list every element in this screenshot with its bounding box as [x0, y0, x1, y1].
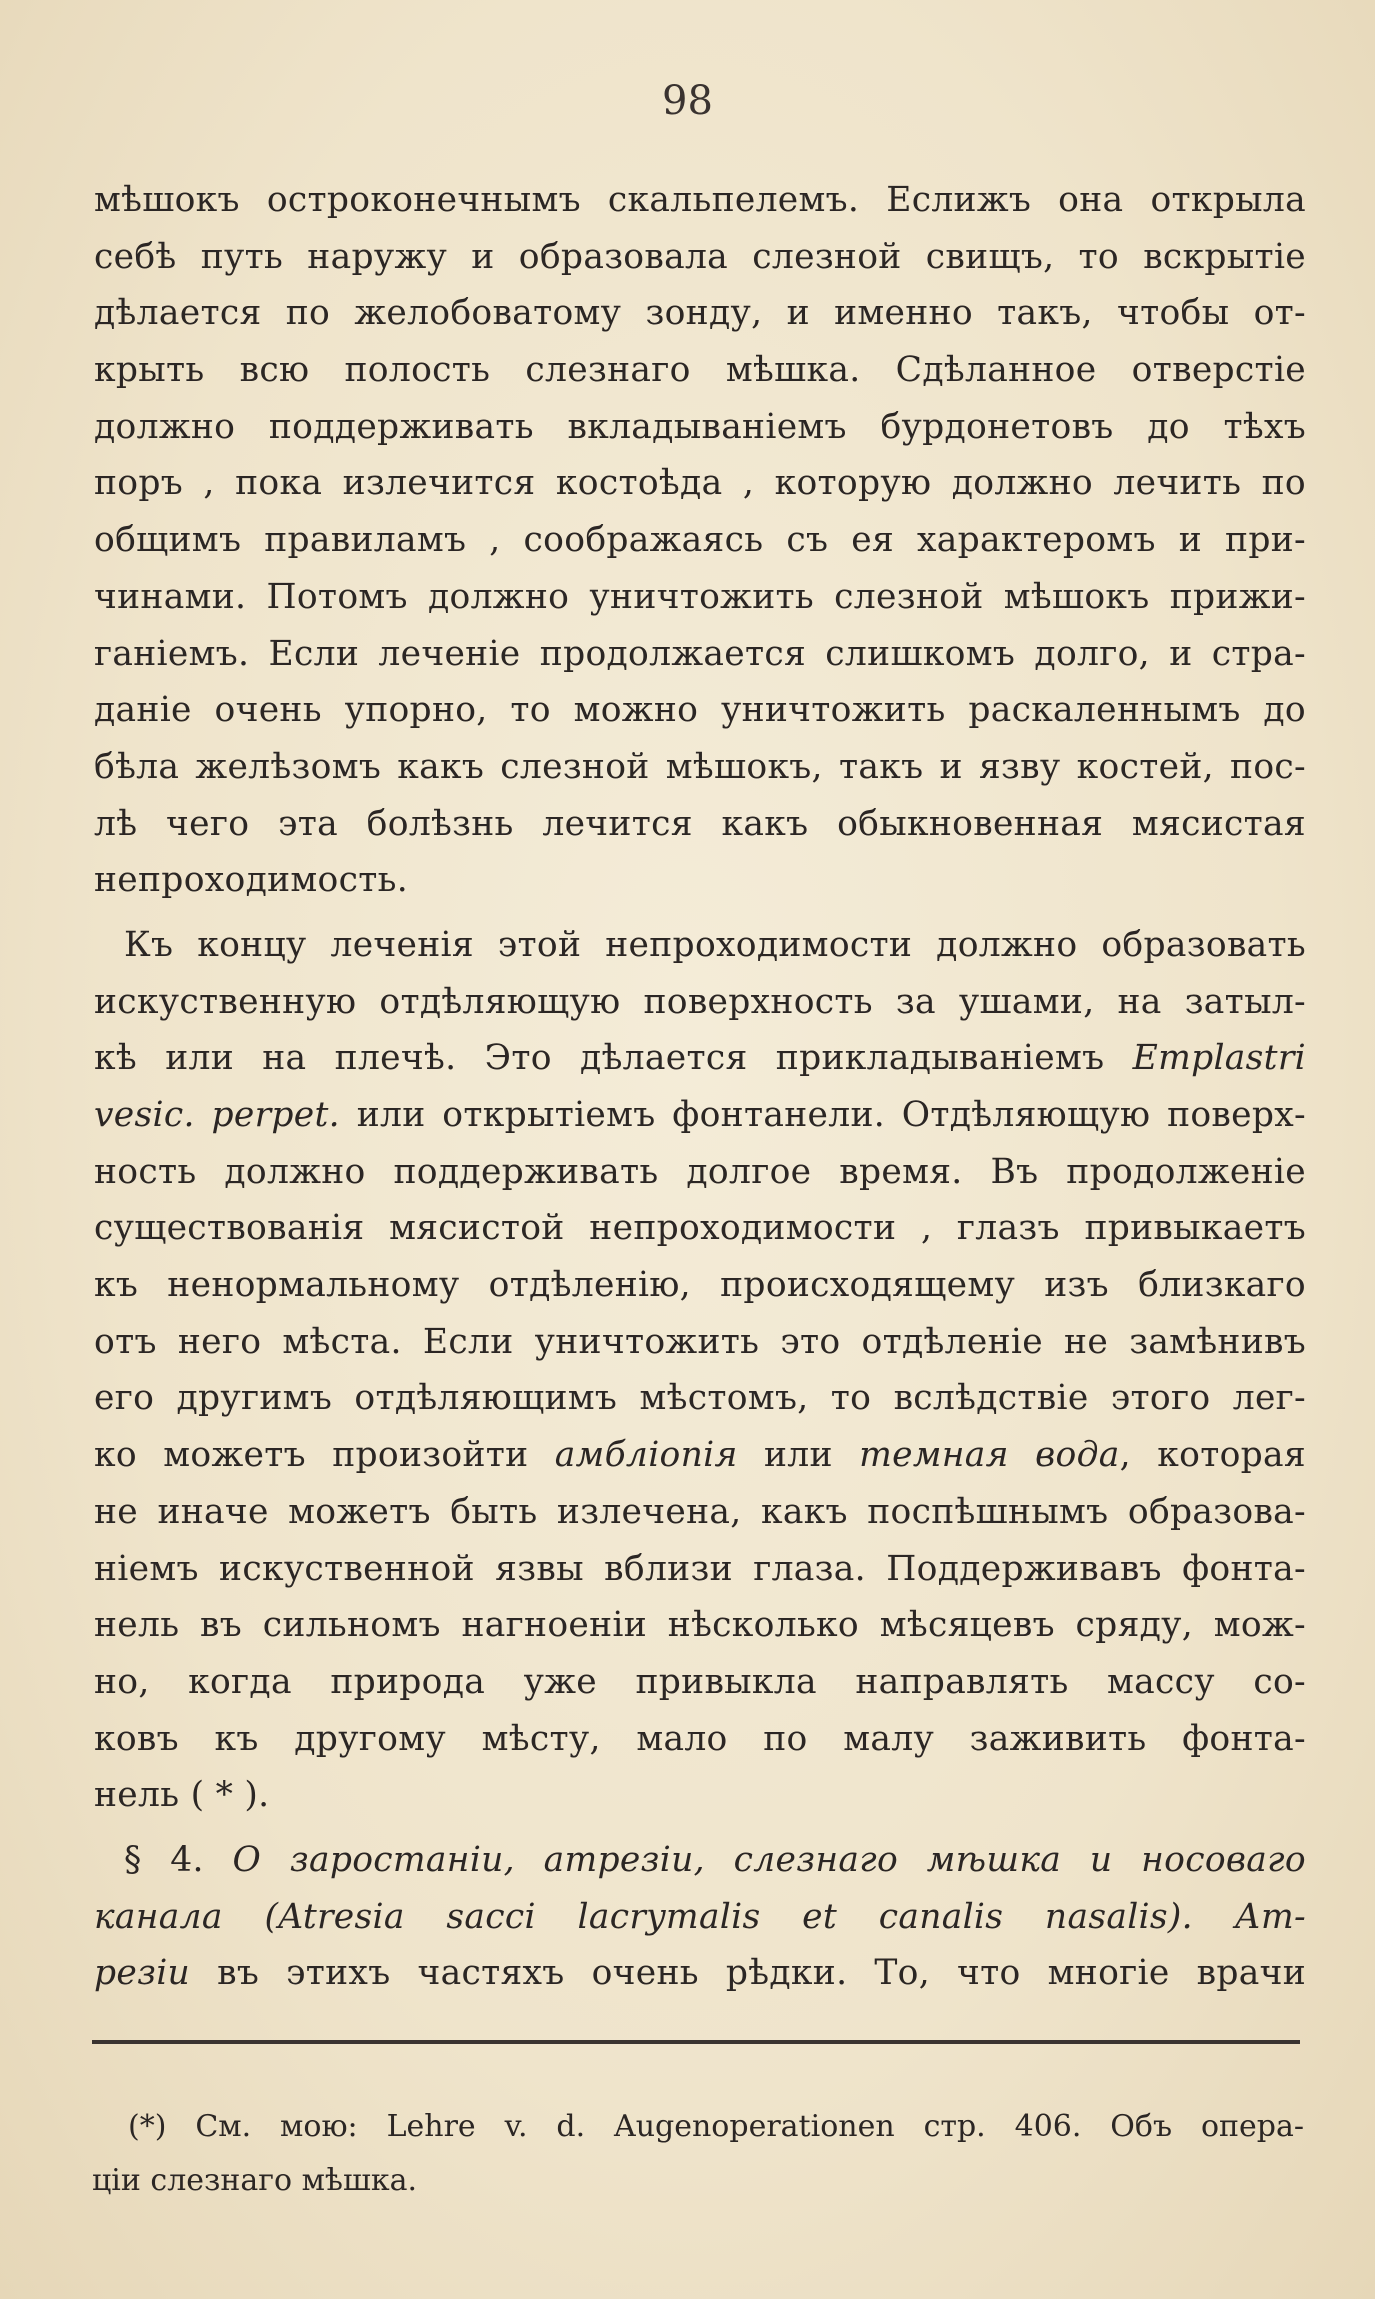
- text-line: лѣ чего эта болѣзнь лечится какъ обыкновенная мясистая: [94, 803, 1306, 844]
- text-line: чинами. Потомъ должно уничтожить слезной мѣшокъ прижи-: [94, 576, 1306, 617]
- latin-term: vesic. perpet.: [94, 1095, 340, 1135]
- text-run: въ этихъ частяхъ очень рѣдки. То, что многіе врачи: [217, 1953, 1306, 1994]
- text-run: , которая: [1119, 1435, 1306, 1476]
- text-run: ко можетъ произойти: [94, 1435, 529, 1476]
- text-line: непроходимость.: [94, 860, 408, 901]
- italic-term: амбліопія: [554, 1435, 738, 1476]
- page-number: 98: [662, 78, 713, 124]
- text-line: искуственную отдѣляющую поверхность за ушами, на затыл-: [94, 981, 1306, 1022]
- text-line: дѣлается по желобоватому зонду, и именно такъ, чтобы от-: [94, 293, 1306, 334]
- text-line: [94, 1945, 1306, 2002]
- text-run: или: [763, 1435, 833, 1476]
- section-number: § 4.: [124, 1839, 204, 1880]
- text-run: кѣ или на плечѣ. Это дѣлается прикладываніемъ: [94, 1038, 1105, 1079]
- text-line: къ ненормальному отдѣленію, происходящему изъ близкаго: [94, 1265, 1306, 1306]
- italic-term: темная вода: [859, 1435, 1120, 1476]
- italic-term: Ат-: [1234, 1896, 1306, 1937]
- footnote-line: (*) См. мою: Lehre v. d. Augenoperationen стр. 406. Объ опера-: [128, 2109, 1304, 2144]
- text-run: или открытіемъ фонтанели. Отдѣляющую поверх-: [356, 1095, 1306, 1135]
- text-line: должно поддерживать вкладываніемъ бурдонетовъ до тѣхъ: [94, 406, 1306, 447]
- latin-term: Emplastri: [1132, 1038, 1306, 1079]
- footnote: [92, 2100, 1304, 2208]
- section-title: канала (Atresia sacci lacrymalis et canalis nasalis).: [94, 1896, 1193, 1937]
- text-line: Къ концу леченія этой непроходимости должно образовать: [124, 924, 1306, 965]
- text-line: нель ( * ).: [94, 1775, 270, 1816]
- text-line: но, когда природа уже привыкла направлять массу со-: [94, 1661, 1306, 1702]
- text-line: ковъ къ другому мѣсту, мало по малу заживить фонта-: [94, 1718, 1306, 1759]
- footnote-divider: [92, 2040, 1300, 2044]
- text-line: не иначе можетъ быть излечена, какъ поспѣшнымъ образова-: [94, 1491, 1306, 1532]
- body-text: [94, 172, 1306, 2002]
- text-line: себѣ путь наружу и образовала слезной свищъ, то вскрытіе: [94, 236, 1306, 277]
- text-line: отъ него мѣста. Если уничтожить это отдѣленіе не замѣнивъ: [94, 1321, 1306, 1362]
- text-line: [94, 1030, 1306, 1087]
- text-line: бѣла желѣзомъ какъ слезной мѣшокъ, такъ и язву костей, пос-: [94, 746, 1306, 787]
- text-line: ность должно поддерживать долгое время. Въ продолженіе: [94, 1151, 1306, 1192]
- footnote-line: ціи слезнаго мѣшка.: [92, 2163, 418, 2198]
- text-line: поръ , пока излечится костоѣда , которую должно лечить по: [94, 463, 1306, 504]
- section-heading-line: [94, 1832, 1306, 1889]
- text-line: мѣшокъ остроконечнымъ скальпелемъ. Еслижъ она открыла: [94, 180, 1306, 220]
- text-line: [94, 1427, 1306, 1484]
- text-line: ніемъ искуственной язвы вблизи глаза. Поддерживавъ фонта-: [94, 1548, 1306, 1589]
- section-title: О заростаніи, атрезіи, слезнаго мѣшка и носоваго: [232, 1839, 1306, 1880]
- italic-term: резіи: [94, 1953, 191, 1994]
- text-line: существованія мясистой непроходимости , глазъ привыкаетъ: [94, 1208, 1306, 1249]
- text-line: [94, 1087, 1306, 1144]
- text-line: нель въ сильномъ нагноеніи нѣсколько мѣсяцевъ сряду, мож-: [94, 1605, 1306, 1646]
- text-line: ганіемъ. Если леченіе продолжается слишкомъ долго, и стра-: [94, 633, 1306, 674]
- text-line: даніе очень упорно, то можно уничтожить раскаленнымъ до: [94, 690, 1306, 731]
- text-line: общимъ правиламъ , соображаясь съ ея характеромъ и при-: [94, 520, 1306, 561]
- text-line: крыть всю полость слезнаго мѣшка. Сдѣланное отверстіе: [94, 350, 1306, 391]
- section-heading-line: [94, 1889, 1306, 1946]
- text-line: его другимъ отдѣляющимъ мѣстомъ, то вслѣдствіе этого лег-: [94, 1378, 1306, 1419]
